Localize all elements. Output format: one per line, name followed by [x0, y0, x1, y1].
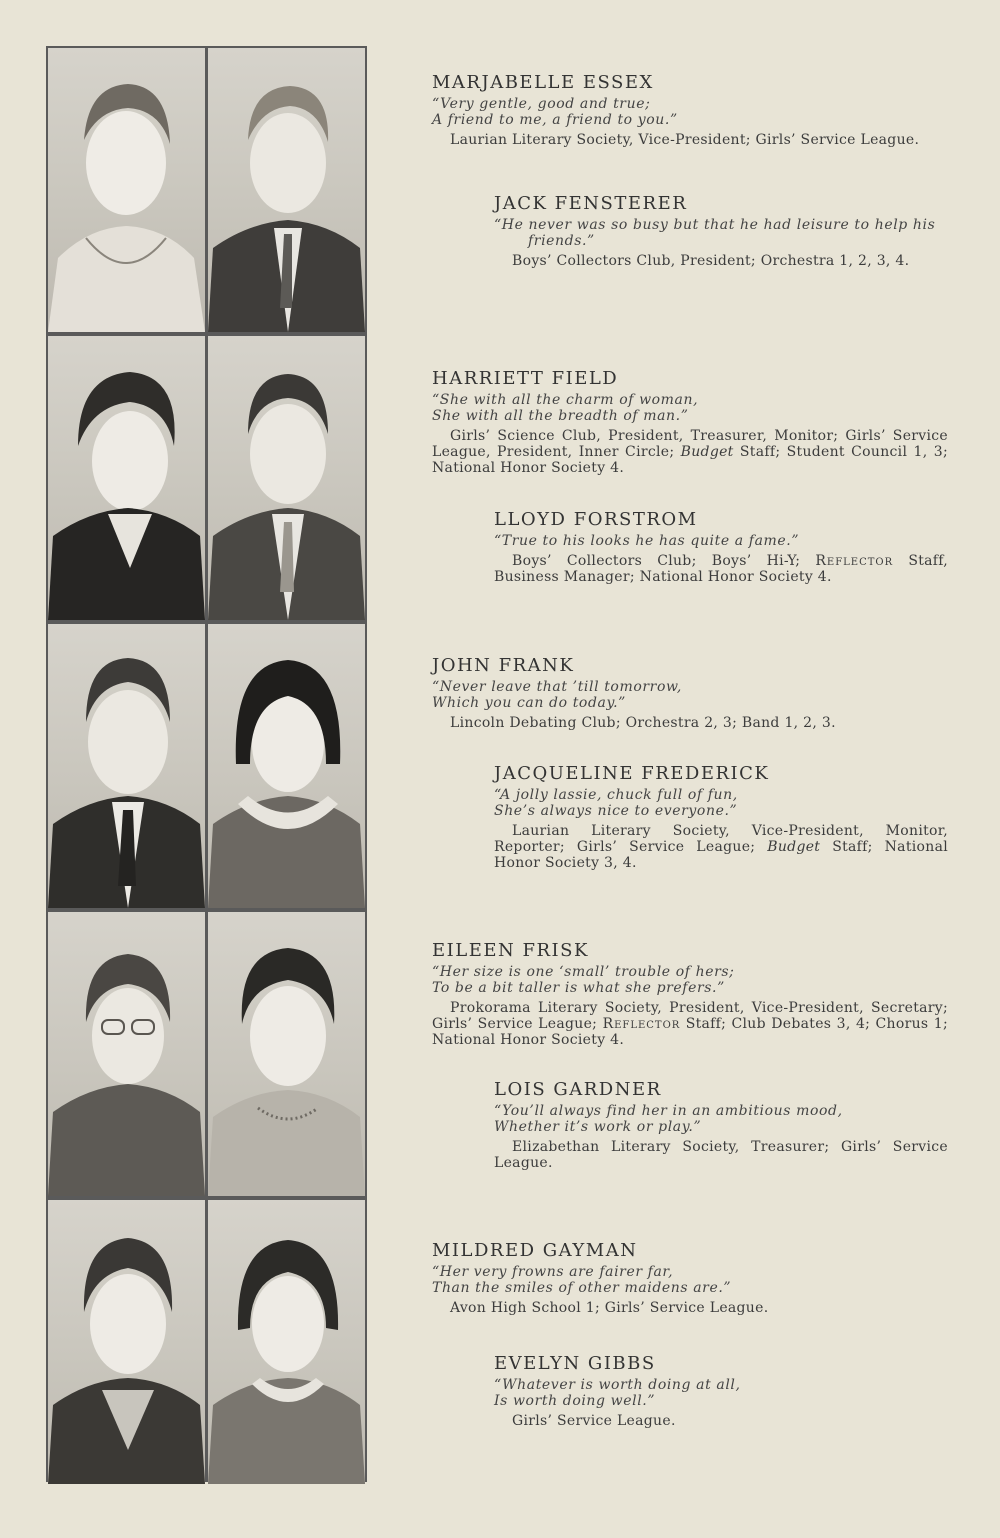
- portrait-mildred-gayman: [48, 1200, 205, 1484]
- student-activities: Boys’ Collectors Club; Boys’ Hi-Y; Reflector Staff, Business Manager; National Honor Society 4.: [494, 553, 948, 585]
- student-quote: “Her very frowns are fairer far, Than the smiles of other maidens are.”: [432, 1264, 732, 1296]
- entry-lois-gardner: [494, 1079, 948, 1171]
- student-name: MARJABELLE ESSEX: [432, 72, 654, 93]
- entry-eileen-frisk: [432, 940, 948, 1048]
- student-name: LLOYD FORSTROM: [494, 509, 698, 530]
- entry-harriett-field: [432, 368, 948, 476]
- portrait-evelyn-gibbs: [208, 1200, 365, 1484]
- student-name: JACK FENSTERER: [494, 193, 688, 214]
- portrait-harriett-field: [48, 336, 205, 620]
- student-name: MILDRED GAYMAN: [432, 1240, 638, 1261]
- student-quote: “You’ll always find her in an ambitious mood, Whether it’s work or play.”: [494, 1103, 843, 1135]
- student-activities: Boys’ Collectors Club, President; Orchestra 1, 2, 3, 4.: [512, 253, 910, 269]
- student-name: JOHN FRANK: [432, 655, 575, 676]
- student-name: LOIS GARDNER: [494, 1079, 662, 1100]
- student-activities: Avon High School 1; Girls’ Service League.: [450, 1300, 769, 1316]
- entry-lloyd-forstrom: [494, 509, 948, 585]
- student-quote: “True to his looks he has quite a fame.”: [494, 533, 800, 549]
- student-activities: Lincoln Debating Club; Orchestra 2, 3; Band 1, 2, 3.: [450, 715, 836, 731]
- portrait-john-frank: [48, 624, 205, 908]
- student-name: EVELYN GIBBS: [494, 1353, 656, 1374]
- entry-john-frank: [432, 655, 948, 731]
- entry-mildred-gayman: [432, 1240, 948, 1316]
- student-name: JACQUELINE FREDERICK: [494, 763, 770, 784]
- portrait-lloyd-forstrom: [208, 336, 365, 620]
- portrait-jack-fensterer: [208, 48, 365, 332]
- student-quote: “He never was so busy but that he had leisure to help his friends.”: [494, 217, 936, 249]
- portrait-grid: [46, 46, 367, 1482]
- student-activities: Prokorama Literary Society, President, Vice-President, Secretary; Girls’ Service League; Reflector Staff; Club Debates 3, 4; Chorus 1; National Honor Society 4.: [432, 1000, 948, 1048]
- entry-evelyn-gibbs: [494, 1353, 948, 1429]
- student-activities: Laurian Literary Society, Vice-President, Monitor, Reporter; Girls’ Service League; Budget Staff; National Honor Society 3, 4.: [494, 823, 948, 871]
- student-quote: “Whatever is worth doing at all, Is worth doing well.”: [494, 1377, 741, 1409]
- student-name: EILEEN FRISK: [432, 940, 589, 961]
- student-activities: Laurian Literary Society, Vice-President; Girls’ Service League.: [450, 132, 920, 148]
- portrait-marjabelle-essex: [48, 48, 205, 332]
- student-quote: “Never leave that ’till tomorrow, Which you can do today.”: [432, 679, 682, 711]
- student-quote: “Her size is one ‘small’ trouble of hers; To be a bit taller is what she prefers.”: [432, 964, 735, 996]
- entry-marjabelle-essex: [432, 72, 948, 148]
- portrait-lois-gardner: [208, 912, 365, 1196]
- student-name: HARRIETT FIELD: [432, 368, 619, 389]
- student-activities: Girls’ Service League.: [512, 1413, 676, 1429]
- portrait-jacqueline-frederick: [208, 624, 365, 908]
- entry-jacqueline-frederick: [494, 763, 948, 871]
- portrait-eileen-frisk: [48, 912, 205, 1196]
- student-activities: Girls’ Science Club, President, Treasurer, Monitor; Girls’ Service League, President, Inner Circle; Budget Staff; Student Council 1, 3; National Honor Society 4.: [432, 428, 948, 476]
- student-quote: “A jolly lassie, chuck full of fun, She’s always nice to everyone.”: [494, 787, 738, 819]
- student-quote: “Very gentle, good and true; A friend to me, a friend to you.”: [432, 96, 678, 128]
- student-quote: “She with all the charm of woman, She with all the breadth of man.”: [432, 392, 699, 424]
- entry-jack-fensterer: [494, 193, 948, 269]
- student-activities: Elizabethan Literary Society, Treasurer; Girls’ Service League.: [494, 1139, 948, 1171]
